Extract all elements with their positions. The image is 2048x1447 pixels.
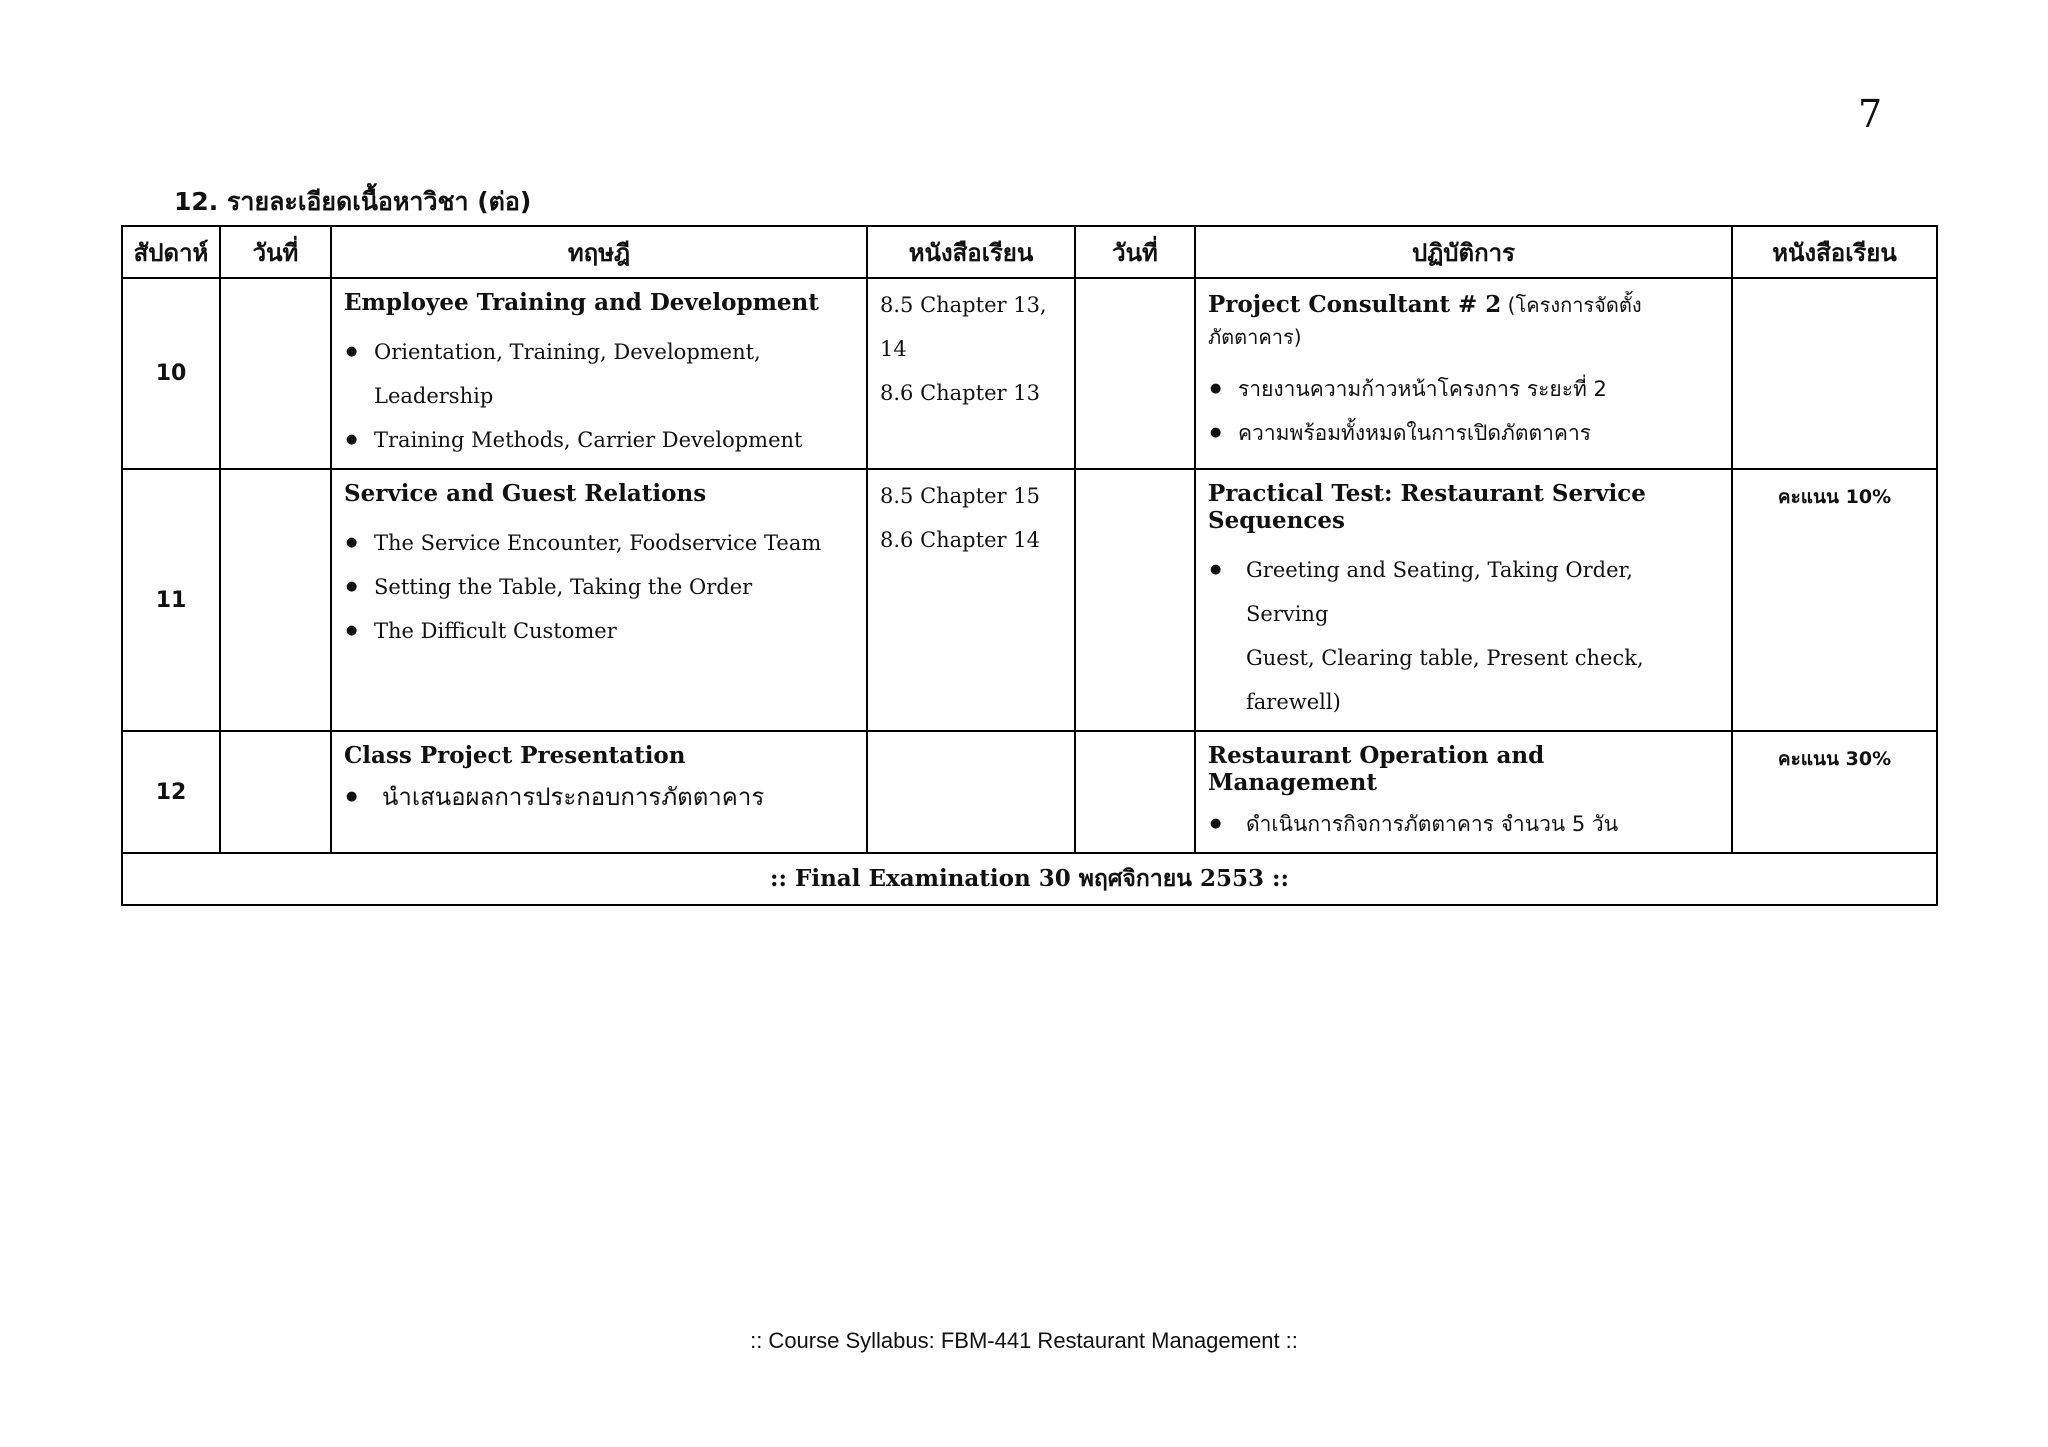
final-exam-label: :: Final Examination 30 พฤศจิกายน 2553 :: xyxy=(122,853,1937,905)
week-cell: 11 xyxy=(122,469,220,731)
header-lab: ปฏิบัติการ xyxy=(1195,226,1732,278)
list-item: ● Training Methods, Carrier Development xyxy=(344,418,854,462)
date-cell xyxy=(1075,469,1195,731)
lab-cell xyxy=(1195,731,1732,853)
section-title: 12. รายละเอียดเนื้อหาวิชา (ต่อ) xyxy=(174,187,532,216)
lab-title: Project Consultant # 2 xyxy=(1208,291,1502,318)
date-cell xyxy=(220,278,331,469)
list-item: ● The Service Encounter, Foodservice Team xyxy=(344,521,854,565)
table-row xyxy=(122,469,1937,731)
lab-cell xyxy=(1195,278,1732,469)
theory-cell xyxy=(331,731,867,853)
date-cell xyxy=(1075,278,1195,469)
header-week: สัปดาห์ xyxy=(122,226,220,278)
theory-title: Service and Guest Relations xyxy=(344,480,707,507)
list-item: ● Greeting and Seating, Taking Order, Serving xyxy=(1208,548,1719,636)
textbook-ref: 8.5 Chapter 15 xyxy=(880,484,1040,508)
header-textbook-lab: หนังสือเรียน xyxy=(1732,226,1937,278)
lab-cell xyxy=(1195,469,1732,731)
theory-title: Employee Training and Development xyxy=(344,289,819,316)
textbook-cell xyxy=(867,469,1075,731)
date-cell xyxy=(220,731,331,853)
list-item-continued: Guest, Clearing table, Present check, farewell) xyxy=(1246,646,1644,714)
list-item: ● Setting the Table, Taking the Order xyxy=(344,565,854,609)
list-item: ● รายงานความก้าวหน้าโครงการ ระยะที่ 2 xyxy=(1208,367,1719,411)
date-cell xyxy=(1075,731,1195,853)
textbook-cell xyxy=(867,278,1075,469)
lab-title-note: (โครงการจัดตั้งภัตตาคาร) xyxy=(1208,293,1642,349)
header-textbook: หนังสือเรียน xyxy=(867,226,1075,278)
score-cell xyxy=(1732,731,1937,853)
page-number: 7 xyxy=(1858,92,1883,136)
list-item: ● ดำเนินการกิจการภัตตาคาร จำนวน 5 วัน xyxy=(1208,802,1719,846)
theory-cell xyxy=(331,278,867,469)
list-item: ● นำเสนอผลการประกอบการภัตตาคาร xyxy=(344,775,854,819)
score-badge: คะแนน 30% xyxy=(1777,748,1892,770)
syllabus-table xyxy=(121,225,1938,906)
score-cell xyxy=(1732,469,1937,731)
list-item: ● ความพร้อมทั้งหมดในการเปิดภัตตาคาร xyxy=(1208,411,1719,455)
table-row xyxy=(122,731,1937,853)
score-badge xyxy=(1733,279,1936,291)
final-exam-row xyxy=(122,853,1937,905)
page-footer: :: Course Syllabus: FBM-441 Restaurant Management :: xyxy=(750,1328,1298,1353)
date-cell xyxy=(220,469,331,731)
textbook-ref: 8.6 Chapter 14 xyxy=(880,528,1040,552)
textbook-ref: 8.5 Chapter 13, 14 xyxy=(880,293,1047,361)
lab-title: Practical Test: Restaurant Service Sequences xyxy=(1208,480,1646,534)
list-item: ● Orientation, Training, Development, Leadership xyxy=(344,330,854,418)
table-header-row xyxy=(122,226,1937,278)
table-row xyxy=(122,278,1937,469)
theory-title: Class Project Presentation xyxy=(344,742,686,769)
week-cell: 10 xyxy=(122,278,220,469)
header-date-lab: วันที่ xyxy=(1075,226,1195,278)
list-item: ● The Difficult Customer xyxy=(344,609,854,653)
textbook-cell xyxy=(867,731,1075,853)
header-theory: ทฤษฎี xyxy=(331,226,867,278)
week-cell: 12 xyxy=(122,731,220,853)
score-badge: คะแนน 10% xyxy=(1777,486,1892,508)
theory-cell xyxy=(331,469,867,731)
header-date: วันที่ xyxy=(220,226,331,278)
textbook-ref: 8.6 Chapter 13 xyxy=(880,381,1040,405)
score-cell xyxy=(1732,278,1937,469)
lab-title: Restaurant Operation and Management xyxy=(1208,742,1545,796)
